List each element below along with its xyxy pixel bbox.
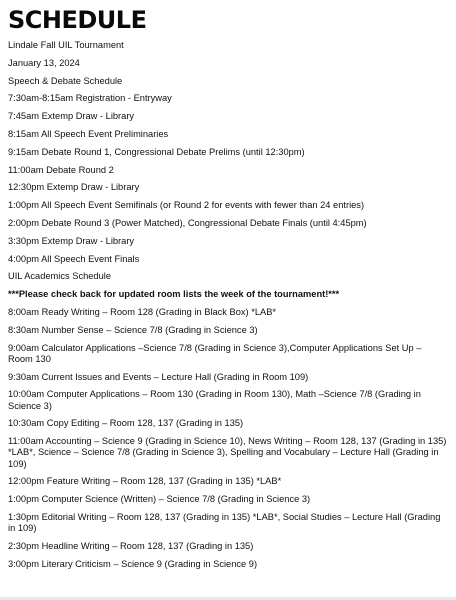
- schedule-line: 8:15am All Speech Event Preliminaries: [8, 128, 169, 139]
- schedule-line: 12:30pm Extemp Draw - Library: [8, 182, 140, 193]
- schedule-line: 7:30am-8:15am Registration - Entryway: [8, 93, 172, 104]
- schedule-line: 1:00pm All Speech Event Semifinals (or Round 2 for events with fewer than 24 entries): [8, 200, 365, 211]
- schedule-line: 4:00pm All Speech Event Finals: [8, 253, 140, 264]
- schedule-line: UIL Academics Schedule: [8, 271, 112, 282]
- schedule-line: 1:00pm Computer Science (Written) – Science 7/8 (Grading in Science 3): [8, 494, 311, 505]
- schedule-line: 9:30am Current Issues and Events – Lecture Hall (Grading in Room 109): [8, 371, 309, 382]
- schedule-line: 9:15am Debate Round 1, Congressional Debate Prelims (until 12:30pm): [8, 146, 305, 157]
- schedule-line: 11:00am Debate Round 2: [8, 164, 114, 175]
- schedule-line: 3:00pm Literary Criticism – Science 9 (Grading in Science 9): [8, 558, 258, 569]
- schedule-line: Lindale Fall UIL Tournament: [8, 40, 124, 50]
- schedule-line: January 13, 2024: [8, 57, 80, 68]
- schedule-line: Speech & Debate Schedule: [8, 75, 123, 86]
- schedule-line: 7:45am Extemp Draw - Library: [8, 111, 135, 122]
- schedule-line: 8:30am Number Sense – Science 7/8 (Grading in Science 3): [8, 324, 258, 335]
- schedule-list: [8, 40, 448, 570]
- schedule-line: 9:00am Calculator Applications –Science 7/8 (Grading in Science 3),Computer Applications Set Up – Room 130: [8, 342, 422, 364]
- schedule-line: 2:30pm Headline Writing – Room 128, 137 (Grading in 135): [8, 540, 254, 551]
- page-title: SCHEDULE: [8, 6, 147, 34]
- schedule-line: 2:00pm Debate Round 3 (Power Matched), Congressional Debate Finals (until 4:45pm): [8, 217, 367, 228]
- schedule-line: 10:30am Copy Editing – Room 128, 137 (Grading in 135): [8, 418, 244, 429]
- schedule-line: 1:30pm Editorial Writing – Room 128, 137 (Grading in 135) *LAB*, Social Studies – Lecture Hall (Grading in 109): [8, 511, 441, 534]
- schedule-line: 11:00am Accounting – Science 9 (Grading in Science 10), News Writing – Room 128, 137 (Grading in 135) *LAB*, Science – Science 7/8 (Grading in Science 3), Spelling and Vocabulary – Lecture Hall (Grading in 109): [8, 436, 447, 469]
- schedule-line: 10:00am Computer Applications – Room 130 (Grading in Room 130), Math –Science 7/8 (Grading in Science 3): [8, 389, 421, 411]
- schedule-line: 8:00am Ready Writing – Room 128 (Grading in Black Box) *LAB*: [8, 306, 277, 317]
- notice-line: ***Please check back for updated room lists the week of the tournament!***: [8, 289, 340, 300]
- schedule-line: 12:00pm Feature Writing – Room 128, 137 (Grading in 135) *LAB*: [8, 476, 282, 487]
- schedule-document: [8, 6, 448, 577]
- schedule-line: 3:30pm Extemp Draw - Library: [8, 235, 135, 246]
